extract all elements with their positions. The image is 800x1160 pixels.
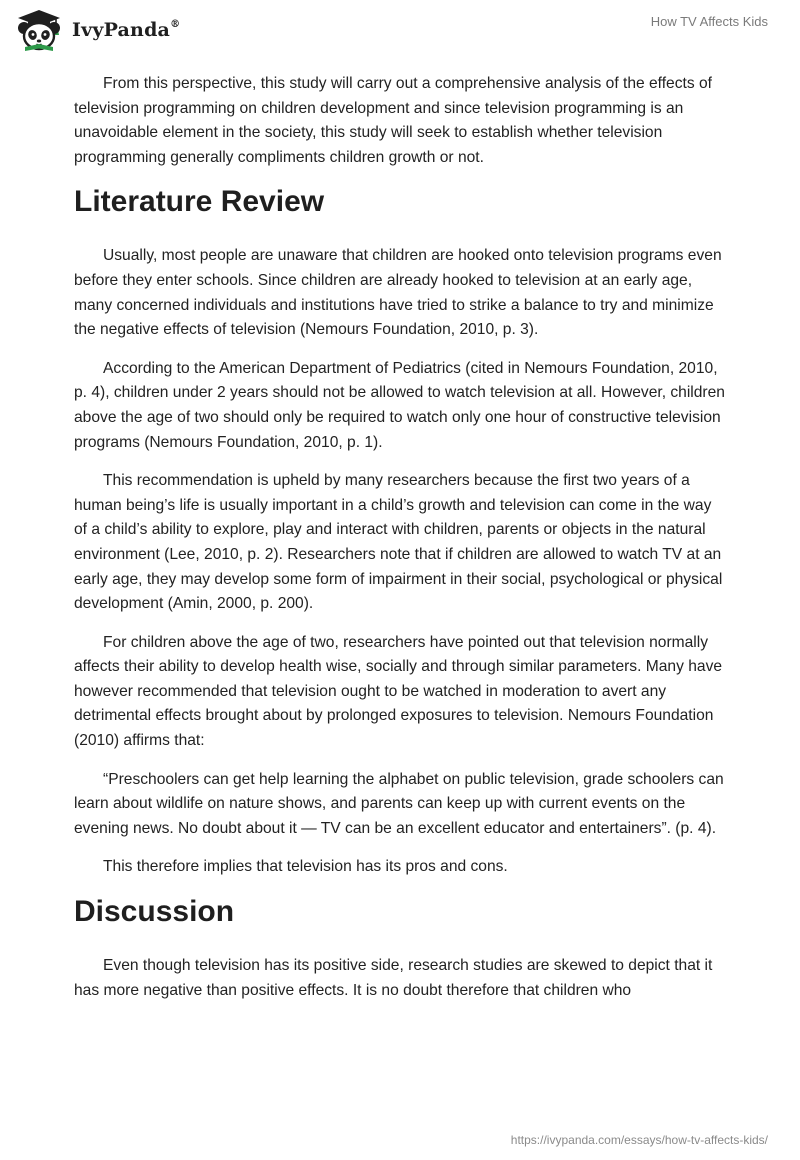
- paragraph-intro: From this perspective, this study will carry out a comprehensive analysis of the effects of television programming on children development and since television programming is an unavoidable element in the society, this study will seek to establish whether television programming generally compliments children growth or not.: [74, 75, 712, 166]
- paragraph-lit-1: Usually, most people are unaware that children are hooked onto television programs even before they enter schools. Since children are already hooked to television at an early age, many concerned individuals and institutions have tried to strike a balance to try and minimize the negative effects of television (Nemours Foundation, 2010, p. 3).: [74, 247, 722, 339]
- paragraph-lit-5: This therefore implies that television has its pros and cons.: [103, 858, 508, 876]
- block-quote: “Preschoolers can get help learning the alphabet on public television, grade schoolers can learn about wildlife on nature shows, and parents can keep up with current events on the evening news. No doubt about it — TV can be an excellent educator and entertainers”. (p. 4).: [74, 770, 724, 837]
- paragraph-lit-4: For children above the age of two, researchers have pointed out that television normally affects their ability to develop health wise, socially and through similar parameters. Many have however recommended that television ought to be watched in moderation to avert any detrimental effects brought about by prolonged exposures to television. Nemours Foundation (2010) affirms that:: [74, 633, 723, 750]
- footer-source-url[interactable]: https://ivypanda.com/essays/how-tv-affects-kids/: [510, 1133, 768, 1147]
- brand-name: [72, 19, 180, 41]
- page-header: [0, 0, 800, 60]
- brand-text: IvyPanda: [72, 19, 171, 41]
- paragraph-lit-2: According to the American Department of Pediatrics (cited in Nemours Foundation, 2010, p. 4), children under 2 years should not be allowed to watch television at all. However, children above the age of two should only be required to watch only one hour of constructive television programs (Nemours Foundation, 2010, p. 1).: [74, 359, 725, 451]
- paragraph-discussion-1: Even though television has its positive side, research studies are skewed to depict that it has more negative than positive effects. It is no doubt therefore that children who: [74, 957, 713, 999]
- ivypanda-logo[interactable]: [14, 8, 180, 52]
- heading-literature-review: Literature Review: [74, 185, 325, 219]
- document-title: How TV Affects Kids: [650, 14, 768, 29]
- panda-mascot-icon: [14, 8, 64, 52]
- trademark-symbol: ®: [170, 18, 181, 30]
- paragraph-lit-3: This recommendation is upheld by many researchers because the first two years of a human being’s life is usually important in a child’s growth and television can come in the way of a child’s ability to explore, play and interact with children, parents or objects in the natural environment (Lee, 2010, p. 2). Researchers note that if children are allowed to watch TV at an early age, they may develop some form of impairment in their social, psychological or physical development (Amin, 2000, p. 200).: [74, 472, 723, 613]
- essay-body: [74, 72, 726, 1017]
- heading-discussion: Discussion: [74, 895, 235, 929]
